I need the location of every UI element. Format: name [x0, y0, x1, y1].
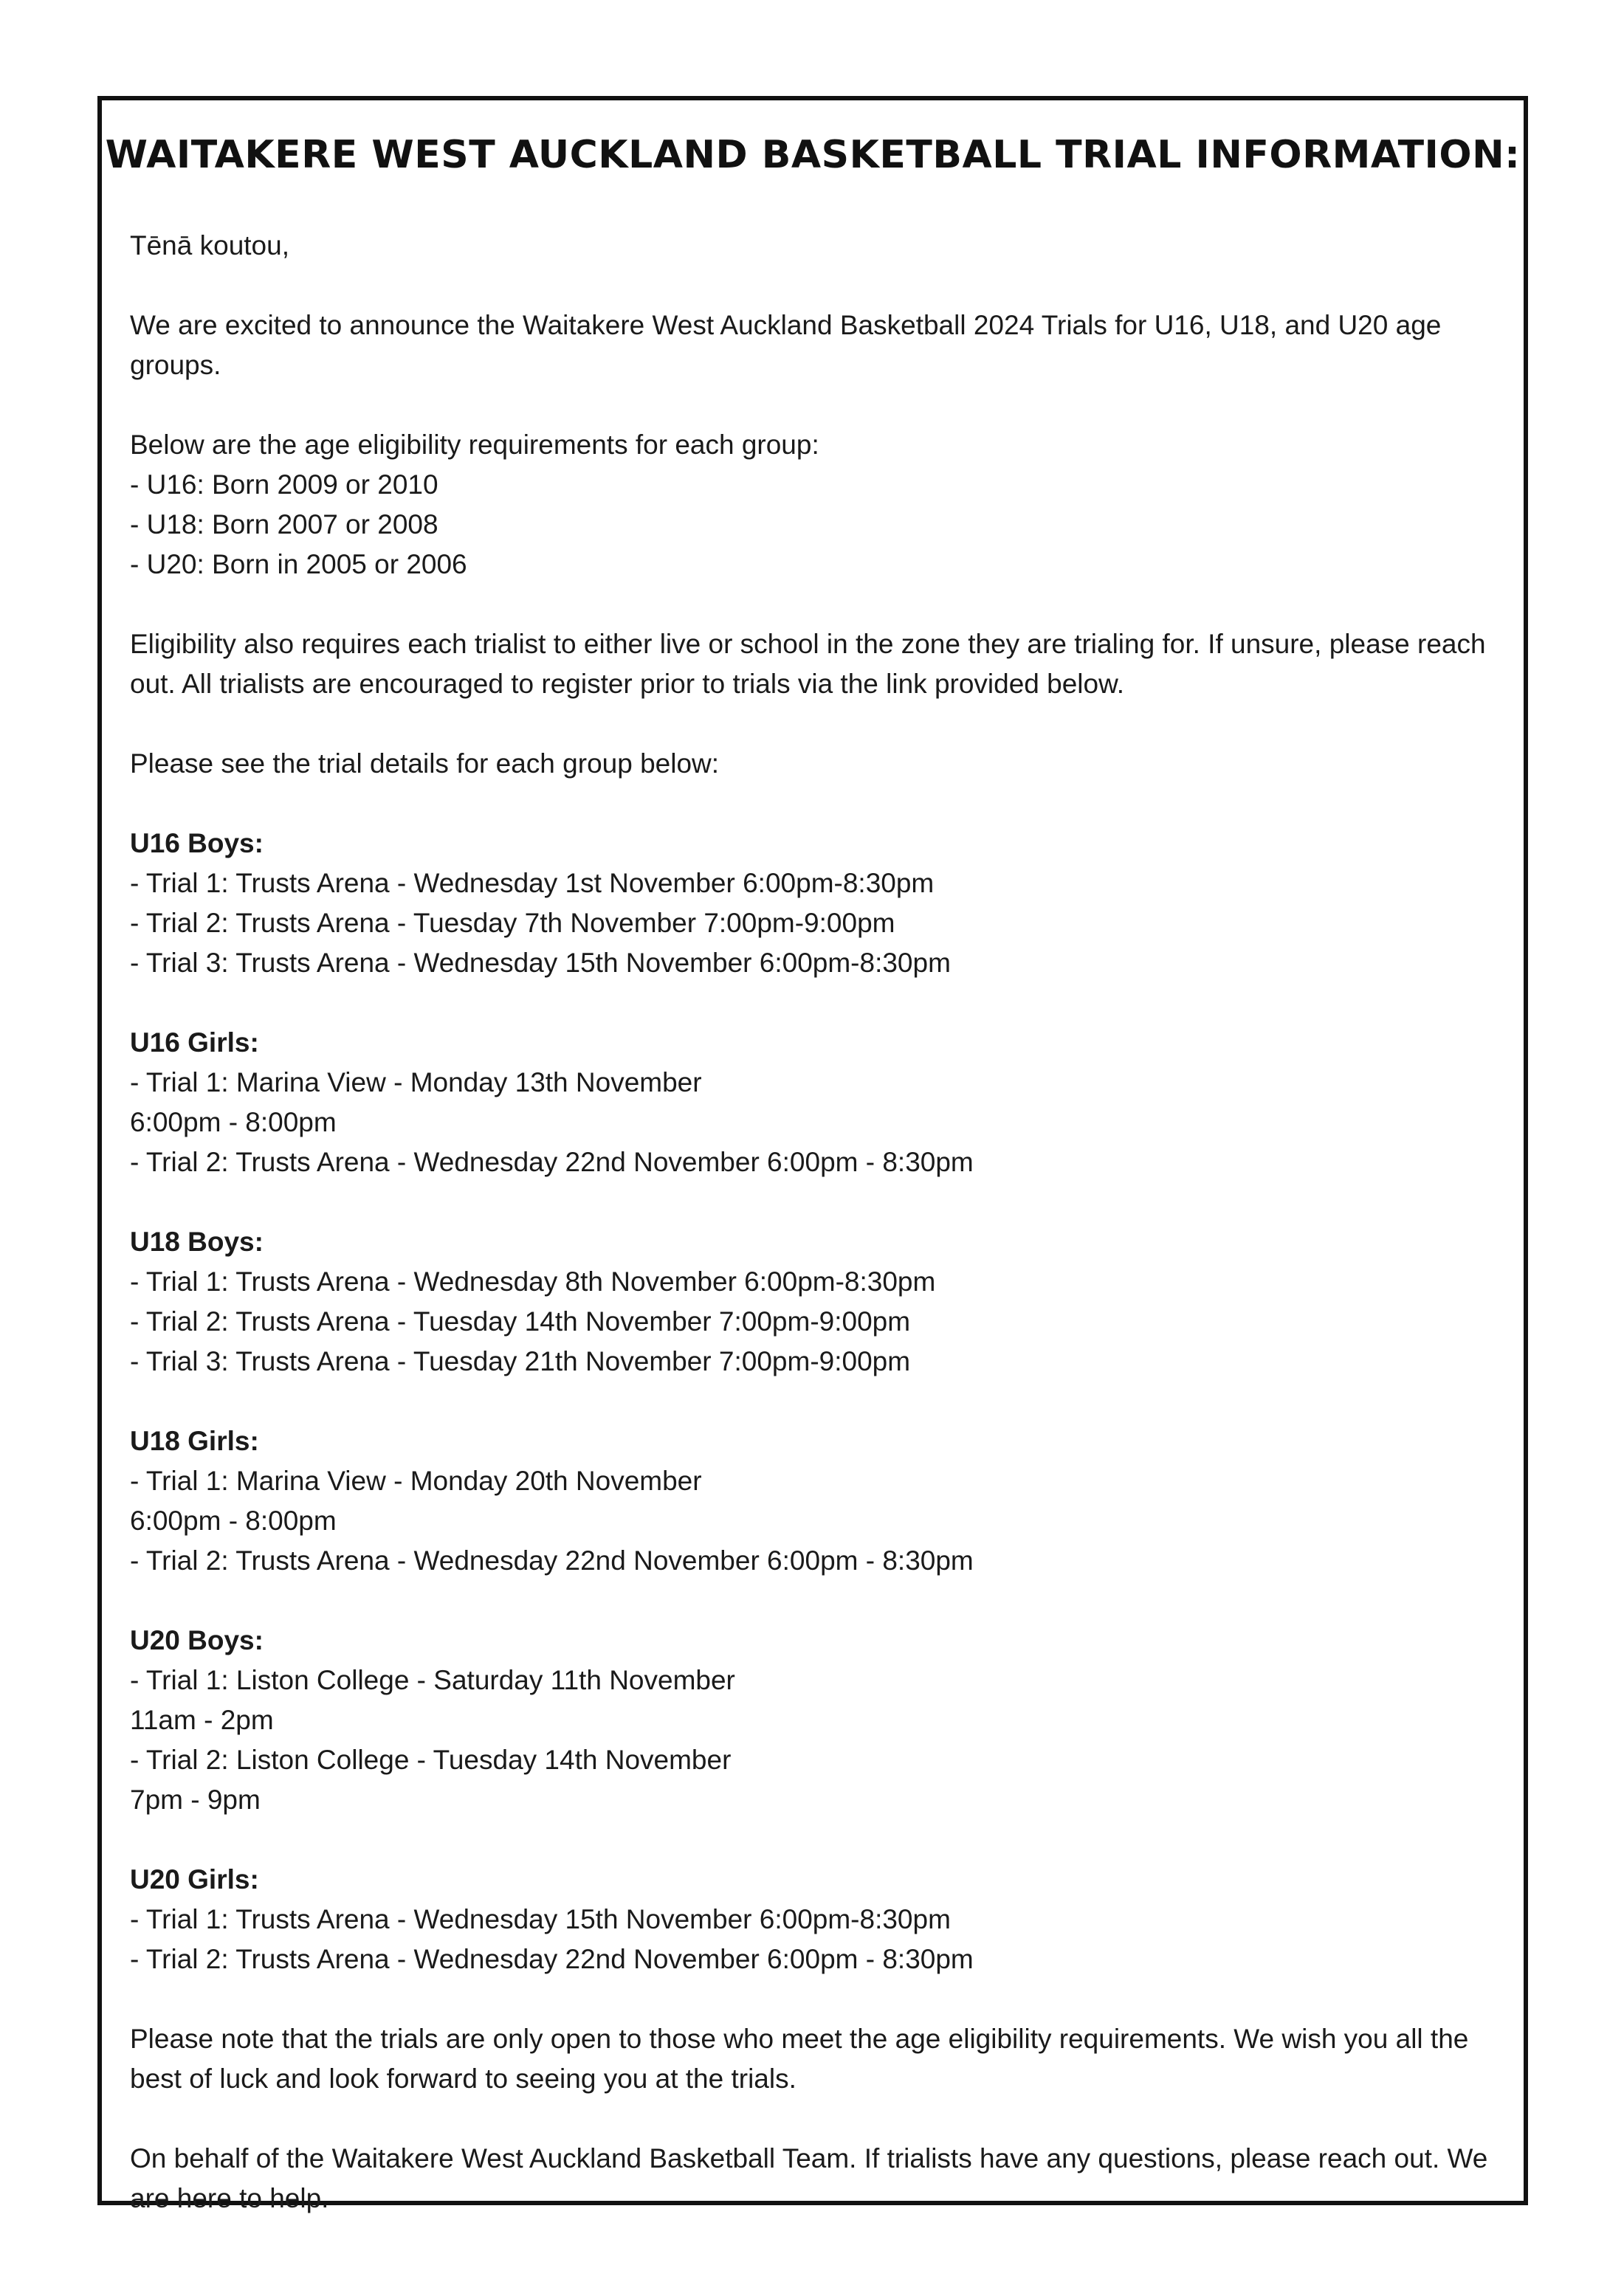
section-u18-girls	[130, 1421, 1496, 1581]
eligibility-item-u16: - U16: Born 2009 or 2010	[130, 469, 438, 500]
intro-paragraph: We are excited to announce the Waitakere West Auckland Basketball 2024 Trials for U16, U18, and U20 age groups.	[130, 310, 1442, 380]
trial-line: - Trial 1: Trusts Arena - Wednesday 15th November 6:00pm-8:30pm	[130, 1904, 951, 1934]
section-u18-boys	[130, 1222, 1496, 1382]
section-title: U18 Boys:	[130, 1227, 264, 1257]
trial-line: - Trial 2: Trusts Arena - Tuesday 14th November 7:00pm-9:00pm	[130, 1306, 911, 1337]
section-title: U18 Girls:	[130, 1426, 259, 1456]
section-title: U16 Boys:	[130, 828, 264, 858]
trial-line: - Trial 2: Trusts Arena - Wednesday 22nd November 6:00pm - 8:30pm	[130, 1545, 974, 1576]
eligibility-heading: Below are the age eligibility requirements for each group:	[130, 430, 819, 460]
section-u16-boys	[130, 824, 1496, 983]
trial-line: - Trial 2: Trusts Arena - Tuesday 7th November 7:00pm-9:00pm	[130, 908, 895, 938]
section-title: U20 Girls:	[130, 1864, 259, 1895]
greeting: Tēnā koutou,	[130, 230, 289, 261]
section-u20-girls	[130, 1860, 1496, 1979]
section-u16-girls	[130, 1023, 1496, 1182]
trial-line: - Trial 1: Trusts Arena - Wednesday 1st November 6:00pm-8:30pm	[130, 868, 935, 898]
trial-line: - Trial 1: Liston College - Saturday 11th November	[130, 1665, 735, 1695]
document-body	[130, 226, 1496, 2258]
details-intro: Please see the trial details for each group below:	[130, 748, 720, 779]
trial-line: - Trial 2: Liston College - Tuesday 14th November	[130, 1745, 732, 1775]
trial-line: - Trial 2: Trusts Arena - Wednesday 22nd November 6:00pm - 8:30pm	[130, 1147, 974, 1177]
trial-line: - Trial 1: Marina View - Monday 13th November	[130, 1067, 702, 1097]
trial-line: - Trial 2: Trusts Arena - Wednesday 22nd November 6:00pm - 8:30pm	[130, 1944, 974, 1974]
trial-line: 6:00pm - 8:00pm	[130, 1107, 337, 1137]
trial-line: - Trial 3: Trusts Arena - Wednesday 15th November 6:00pm-8:30pm	[130, 948, 951, 978]
section-title: U16 Girls:	[130, 1027, 259, 1058]
trial-line: - Trial 3: Trusts Arena - Tuesday 21th November 7:00pm-9:00pm	[130, 1346, 911, 1376]
section-u20-boys	[130, 1621, 1496, 1820]
document-title: WAITAKERE WEST AUCKLAND BASKETBALL TRIAL INFORMATION:	[105, 133, 1521, 177]
trial-line: - Trial 1: Trusts Arena - Wednesday 8th November 6:00pm-8:30pm	[130, 1266, 936, 1297]
eligibility-note: Eligibility also requires each trialist to either live or school in the zone they are trialing for. If unsure, please reach out. All trialists are encouraged to register prior to trials via the link provided below.	[130, 629, 1486, 699]
closing-note: Please note that the trials are only open to those who meet the age eligibility requirements. We wish you all the best of luck and look forward to seeing you at the trials.	[130, 2024, 1469, 2094]
trial-line: - Trial 1: Marina View - Monday 20th November	[130, 1466, 702, 1496]
eligibility-block	[130, 425, 1496, 585]
eligibility-item-u20: - U20: Born in 2005 or 2006	[130, 549, 467, 579]
trial-line: 7pm - 9pm	[130, 1785, 261, 1815]
eligibility-item-u18: - U18: Born 2007 or 2008	[130, 509, 438, 539]
section-title: U20 Boys:	[130, 1625, 264, 1655]
signoff: On behalf of the Waitakere West Auckland Basketball Team. If trialists have any questions, please reach out. We are here to help.	[130, 2143, 1488, 2213]
document-frame	[97, 96, 1528, 2213]
trial-line: 11am - 2pm	[130, 1705, 274, 1735]
trial-line: 6:00pm - 8:00pm	[130, 1506, 337, 1536]
